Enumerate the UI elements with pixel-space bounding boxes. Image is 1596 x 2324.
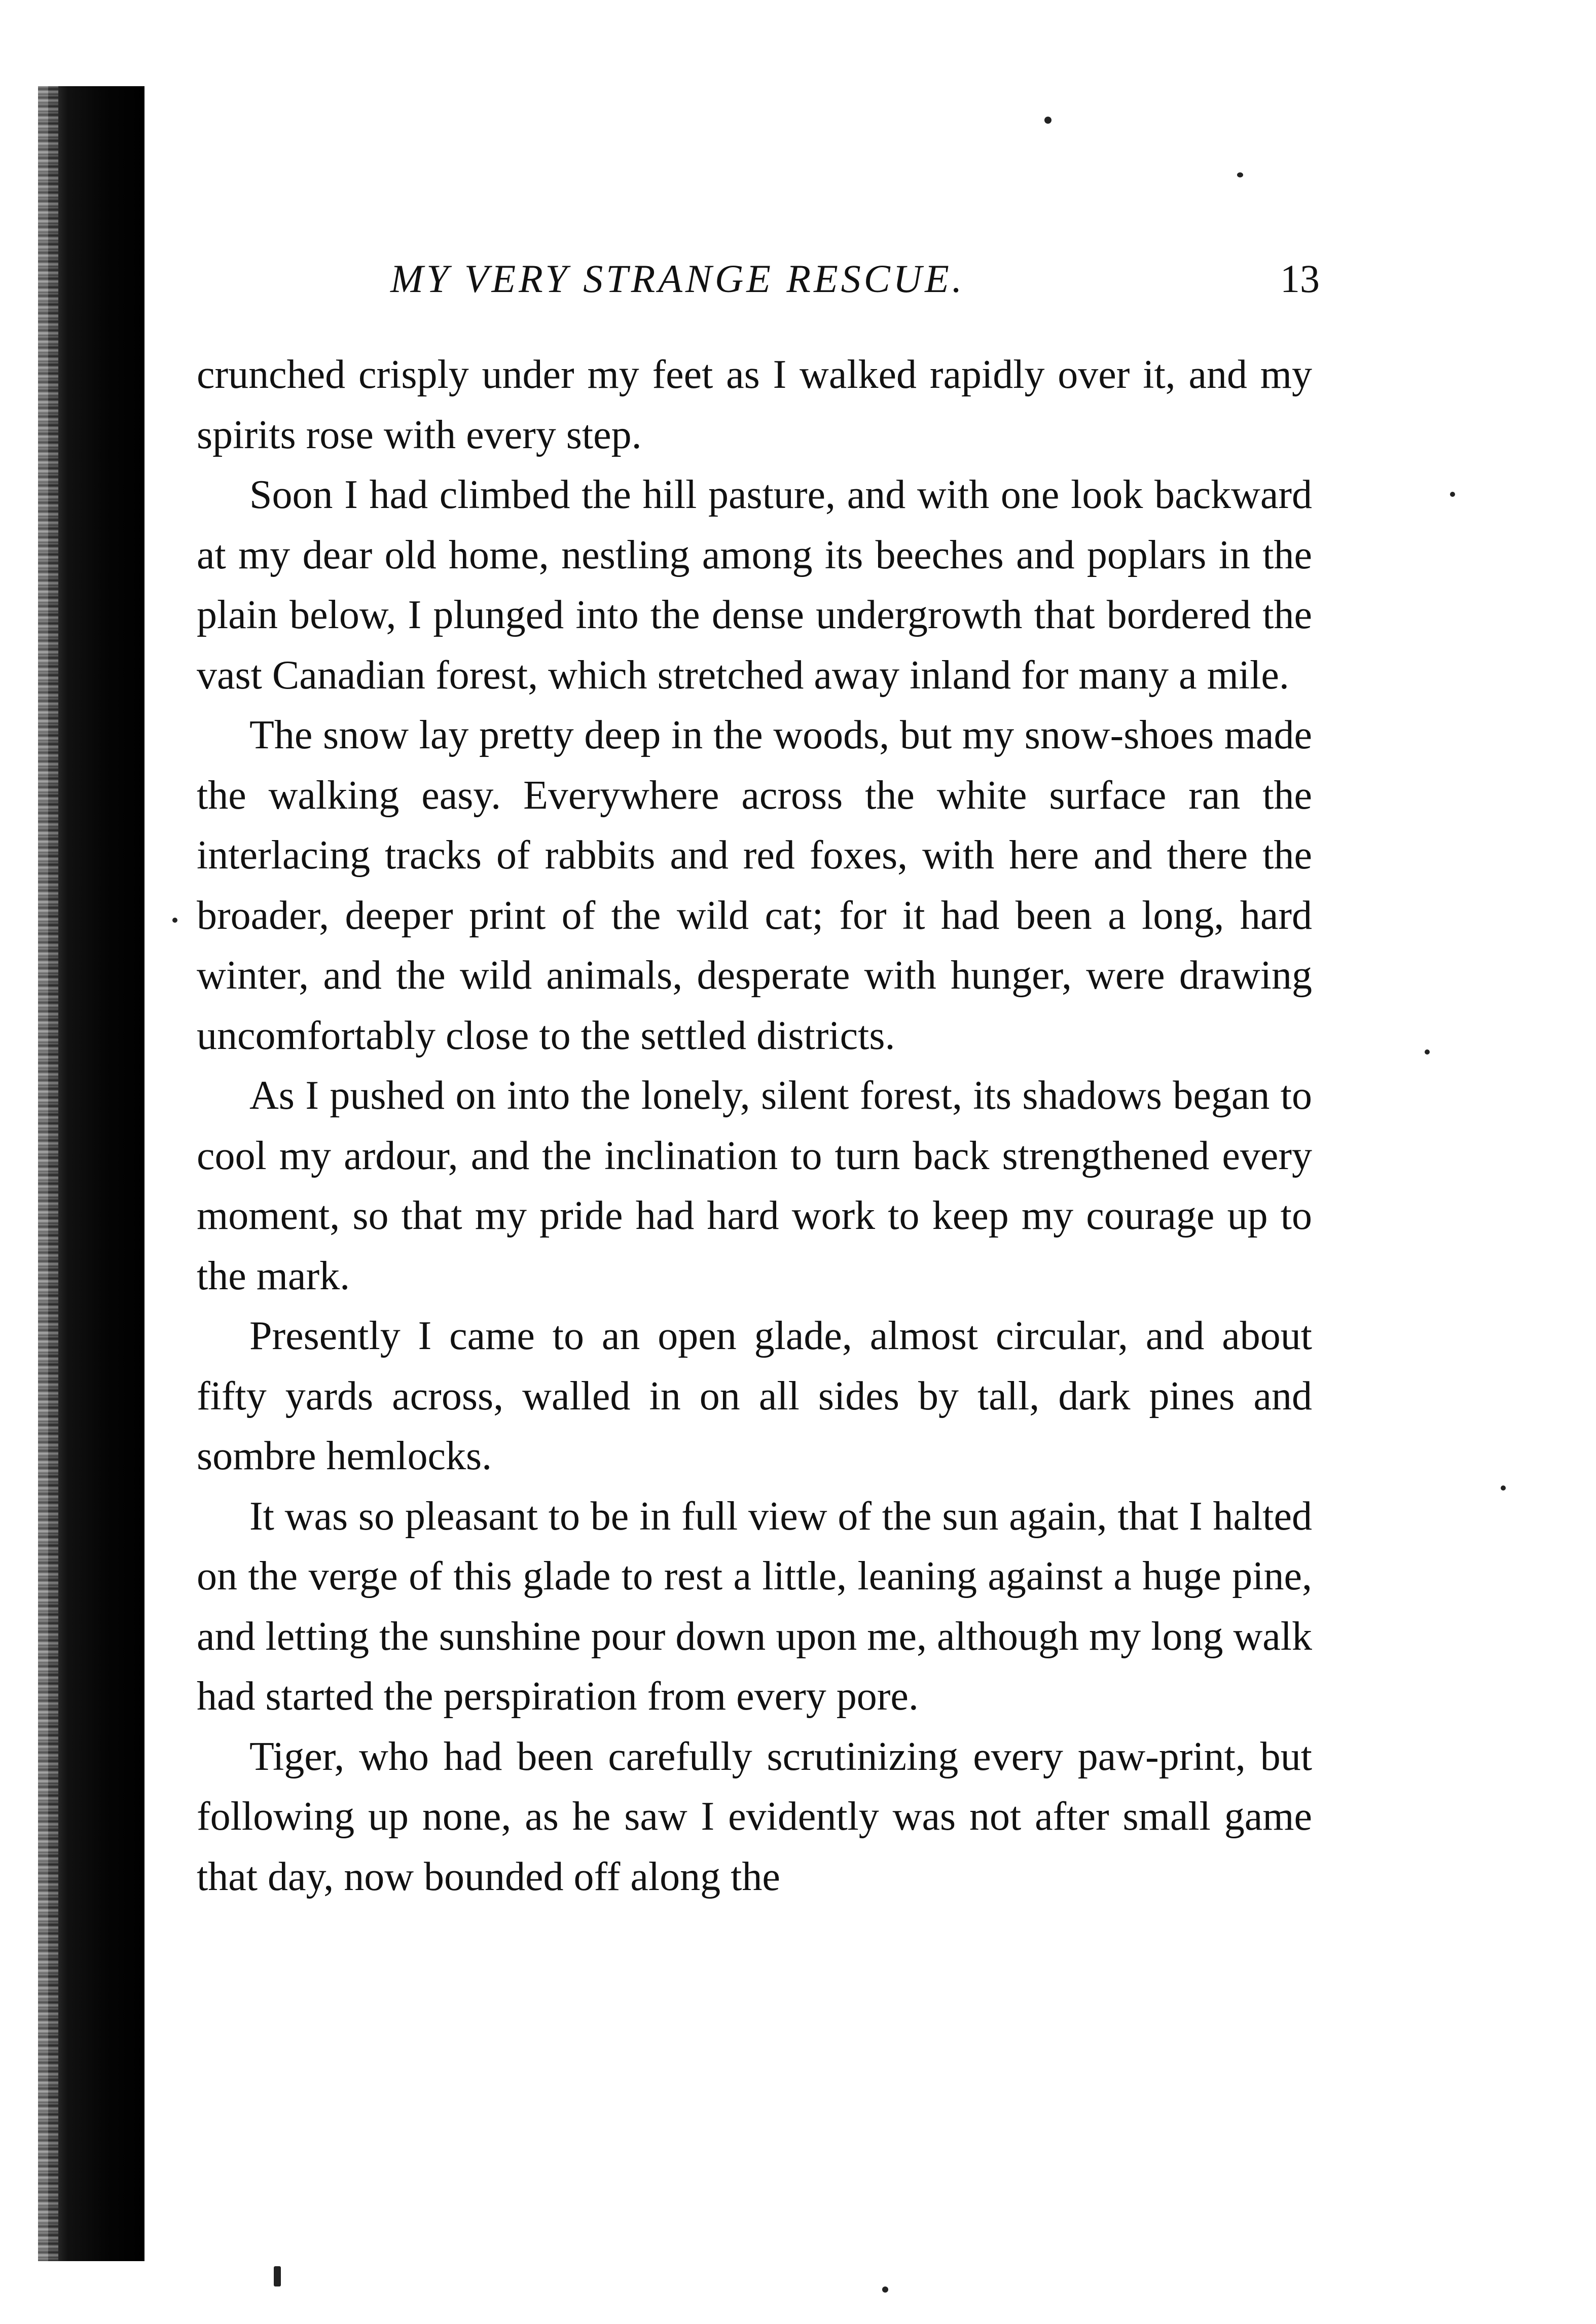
scan-speck — [172, 918, 177, 923]
scan-speck — [1237, 172, 1243, 177]
paragraph: It was so pleasant to be in full view of the sun again, that I halted on the verge of this glade to rest a little, leaning against a huge pine, and letting the sunshine pour down upon me, although my long walk had started the perspiration from every pore. — [197, 1494, 1312, 1719]
paragraph: Soon I had climbed the hill pasture, and with one look backward at my dear old home, nestling among its beeches and poplars in the plain below, I plunged into the dense undergrowth that bordered the vast Canadian forest, which stretched away inland for many a mile. — [197, 473, 1312, 698]
scan-speck — [1044, 117, 1051, 124]
running-head — [390, 256, 1404, 307]
paragraph: The snow lay pretty deep in the woods, but my snow-shoes made the walking easy. Everywhere across the white surface ran the interlacing tracks of rabbits and red foxes, with here and there the broader, deeper print of the wild cat; for it had been a long, hard winter, and the wild animals, desperate with hunger, were drawing uncomfortably close to the settled districts. — [197, 713, 1312, 1058]
scan-speck — [1425, 1049, 1430, 1055]
running-head-title: MY VERY STRANGE RESCUE. — [390, 257, 965, 301]
scan-speck — [1501, 1485, 1506, 1491]
page-number: 13 — [1280, 257, 1320, 301]
body-text — [197, 345, 1312, 1907]
paragraph: Tiger, who had been carefully scrutinizing every paw-print, but following up none, as he saw I evidently was not after small game that day, now bounded off along the — [197, 1734, 1312, 1899]
scan-speck — [882, 2286, 888, 2293]
scanned-binding-edge — [48, 86, 144, 2261]
paragraph: Presently I came to an open glade, almost circular, and about fifty yards across, walled in on all sides by tall, dark pines and sombre hemlocks. — [197, 1314, 1312, 1478]
scan-speck — [1450, 492, 1455, 497]
paragraph: As I pushed on into the lonely, silent forest, its shadows began to cool my ardour, and the inclination to turn back strengthened every moment, so that my pride had hard work to keep my courage up to the mark. — [197, 1073, 1312, 1298]
scan-speck — [274, 2266, 281, 2286]
paragraph-continued: crunched crisply under my feet as I walked rapidly over it, and my spirits rose with every step. — [197, 352, 1312, 457]
